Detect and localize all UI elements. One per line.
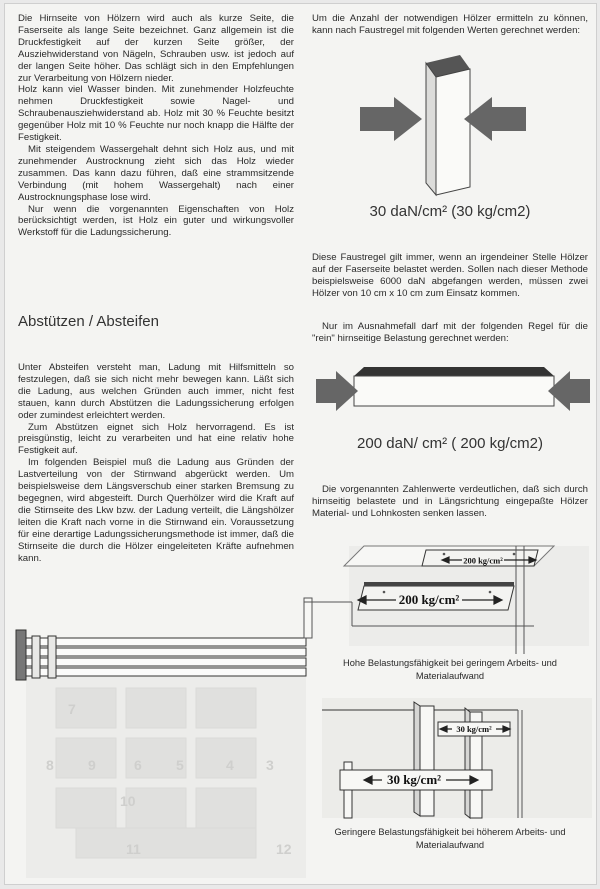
bracing-figure [16,618,306,880]
paragraph: Holz kann viel Wasser binden. Mit zunehmender Holzfeuchte nehmen Druckfestigkeit sowie Nagel- und Schraubenausziehwiderstand ab. Holz mit 30 % Feuchte besitzt gegenüber Holz mit 10 % Feuchte nur noch knapp die Hälfte der Festigkeit. [18,84,294,144]
longitudinal-bracing-figure [304,536,592,654]
paragraph: Im folgenden Beispiel muß die Ladung aus Gründen der Lastverteilung von der Stirnwand abgerückt werden. Um beispielsweise dem Längsverschub einer starken Bremsung zu begegnen, wird abgesteift. Durch Querhölzer wird die Kraft auf die Stirnseite des Lkw bzw. der Ladung verteilt, die Längshölzer leiten die Kraft nach vorne in die Stirnwand ein. Voraussetzung für eine derartige Ladungssicherungsmethode ist immer, daß die Stirnseite die durch die Hölzer eingeleiteten Kräfte aufnehmen kann. [18,457,294,564]
intro-text [18,13,294,239]
right-para-4: Die vorgenannten Zahlenwerte verdeutlichen, daß sich durch hirnseitig belastete und in Längsrichtung eingepaßte Hölzer Material- und Lohnkosten senken lassen. [312,484,588,519]
end-grain-load-figure [314,358,592,418]
arrow-right-icon [360,97,422,141]
bg-number: 7 [68,701,76,717]
force-label-big: 200 kg/cm² [398,592,460,607]
bg-number: 4 [226,757,234,773]
fiber-load-value: 30 daN/cm² (30 kg/cm2) [369,203,531,220]
caption-2: Geringere Belastungsfähigkeit bei höherem Arbeits- und Materialaufwand [334,827,566,850]
paragraph: Unter Absteifen versteht man, Ladung mit Hilfsmitteln so festzulegen, daß sie sich nicht mehr bewegen kann. Läßt sich die Ladung, aus welchen Gründen auch immer, nicht fest stauen, kann durch Abstützen die Ladungssicherung erfolgen oder zumindest erleichtert werden. [18,362,294,421]
end-grain-load-value: 200 daN/ cm² ( 200 kg/cm2) [357,435,543,452]
paragraph: Die Hirnseite von Hölzern wird auch als kurze Seite, die Faserseite als lange Seite bezeichnet. Ganz allgemein ist die Druckfestigkeit auf der kurzen Seite größer, der Ausziehwiderstand von Nägeln, Schrauben usw. ist jedoch auf der langen Seite höher. Das schlägt sich in den Empfehlungen zur Verarbeitung von Hölzern nieder. [18,13,294,84]
crosswise-bracing-figure [322,698,592,818]
right-intro: Um die Anzahl der notwendigen Hölzer ermitteln zu können, kann nach Faustregel mit folgenden Werten gerechnet werden: [312,13,588,36]
bg-number: 12 [276,841,292,857]
force-label-small: 30 kg/cm² [456,724,492,734]
arrow-right-icon [316,371,358,411]
body-text [18,362,294,564]
caption-1: Hohe Belastungsfähigkeit bei geringem Arbeits- und Materialaufwand [343,658,557,681]
bg-number: 10 [120,793,136,809]
bg-number: 11 [126,841,141,857]
right-para-2: Diese Faustregel gilt immer, wenn an irgendeiner Stelle Hölzer auf der Faserseite belastet werden. Sollen nach dieser Methode beispielsweise 6000 daN abgefangen werden, müssen zwei Hölzer von 10 cm x 10 cm zum Einsatz kommen. [312,252,588,299]
right-para-3: Nur im Ausnahmefall darf mit der folgenden Regel für die "rein" hirnseitige Belastung gerechnet werden: [312,321,588,344]
bg-number: 5 [176,757,184,773]
section-heading: Abstützen / Absteifen [18,313,159,330]
arrow-left-icon [464,97,526,141]
paragraph: Zum Abstützen eignet sich Holz hervorragend. Es ist preisgünstig, leicht zu verarbeiten und hat eine relativ hohe Festigkeit auf. [18,421,294,457]
bg-number: 8 [46,757,54,773]
fiber-load-figure [358,55,538,205]
paragraph: Nur wenn die vorgenannten Eigenschaften von Holz berücksichtigt werden, ist Holz ein guter und wirkungsvoller Werkstoff für die Ladungssicherung. [18,203,294,239]
bg-number: 9 [88,757,96,773]
wooden-beams [16,630,306,680]
force-label-big: 30 kg/cm² [386,772,442,787]
force-label-small: 200 kg/cm² [463,555,503,566]
bg-number: 3 [266,757,274,773]
bg-number: 6 [134,757,142,773]
paragraph: Mit steigendem Wassergehalt dehnt sich Holz aus, und mit zunehmender Austrocknung zieht sich das Holz wieder zusammen. Das kann dazu führen, daß eine strammsitzende Verbindung (mit hohem Wassergehalt) nach einer Austrocknungsphase lose wird. [18,143,294,203]
